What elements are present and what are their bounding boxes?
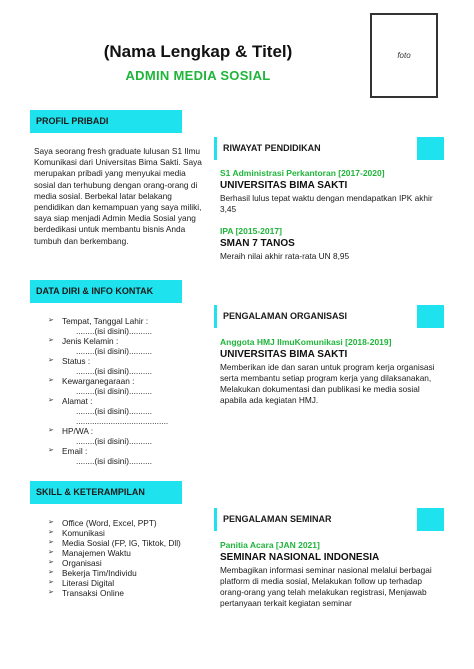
seminar-entry [220,540,445,609]
skill-heading: SKILL & KETERAMPILAN [30,481,182,504]
data-diri-list [48,316,208,466]
list-item: ➢ Transaksi Online [48,588,208,598]
pendidikan-desc: Berhasil lulus tepat waktu dengan mendapatkan IPK akhir 3,45 [220,193,433,214]
list-item: ➢ Bekerja Tim/Individu [48,568,208,578]
profil-text: Saya seorang fresh graduate lulusan S1 Ilmu Komunikasi dari Universitas Bima Sakti. Saya merupakan pribadi yang menyukai media sosial dan terhubung dengan orang-orang di media sosial. Berbekal latar belakang pendidikan dan kemampuan yang saya miliki, saya siap menjadi Admin Media Sosial yang berdedikasi untuk membantu bisnis Anda tumbuh dan berkembang. [34,146,202,246]
photo-placeholder [370,13,438,98]
pendidikan-heading: RIWAYAT PENDIDIKAN [214,137,444,160]
skill-list [48,518,208,598]
pendidikan-school: UNIVERSITAS BIMA SAKTI [220,180,348,191]
organisasi-entry [220,337,445,406]
pendidikan-desc: Meraih nilai akhir rata-rata UN 8,95 [220,251,350,261]
list-item: ➢ Manajemen Waktu [48,548,208,558]
data-diri-heading: DATA DIRI & INFO KONTAK [30,280,182,303]
pendidikan-school: SMAN 7 TANOS [220,238,295,249]
pendidikan-period: S1 Administrasi Perkantoran [2017-2020] [220,168,385,178]
list-item: ➢ Alamat : ........(isi disini).......... ........................................ [48,396,208,426]
profil-heading: PROFIL PRIBADI [30,110,182,133]
list-item: ➢ Tempat, Tanggal Lahir : ........(isi disini).......... [48,316,208,336]
role-title: ADMIN MEDIA SOSIAL [125,68,271,83]
list-item: ➢ HP/WA : ........(isi disini).......... [48,426,208,446]
organisasi-period: Anggota HMJ IlmuKomunikasi [2018-2019] [220,337,392,347]
organisasi-desc: Memberikan ide dan saran untuk program kerja organisasi serta membantu setiap program kerja yang dilaksanakan, Melakukan dokumentasi dan publikasi ke media sosial apabila ada kegiatan HMJ. [220,362,435,405]
pendidikan-entry-2 [220,226,445,262]
seminar-desc: Membagikan informasi seminar nasional melalui berbagai platform di media sosial, Melakukan follow up terhadap orang-orang yang telah melakukan registrasi, Menjawab pertanyaan terkait kegiatan seminar [220,565,432,608]
pendidikan-entry-1 [220,168,445,215]
name-title: (Nama Lengkap & Titel) [103,42,293,61]
organisasi-heading: PENGALAMAN ORGANISASI [214,305,444,328]
list-item: ➢ Office (Word, Excel, PPT) [48,518,208,528]
list-item: ➢ Email : ........(isi disini).......... [48,446,208,466]
list-item: ➢ Komunikasi [48,528,208,538]
pendidikan-period: IPA [2015-2017] [220,226,282,236]
list-item: ➢ Literasi Digital [48,578,208,588]
seminar-heading: PENGALAMAN SEMINAR [214,508,444,531]
list-item: ➢ Organisasi [48,558,208,568]
seminar-event: SEMINAR NASIONAL INDONESIA [220,552,380,563]
list-item: ➢ Jenis Kelamin : ........(isi disini).......... [48,336,208,356]
list-item: ➢ Status : ........(isi disini).......... [48,356,208,376]
organisasi-name: UNIVERSITAS BIMA SAKTI [220,349,348,360]
list-item: ➢ Kewarganegaraan : ........(isi disini).......... [48,376,208,396]
seminar-period: Panitia Acara [JAN 2021] [220,540,320,550]
list-item: ➢ Media Sosial (FP, IG, Tiktok, Dll) [48,538,208,548]
photo-label: foto [397,51,411,60]
